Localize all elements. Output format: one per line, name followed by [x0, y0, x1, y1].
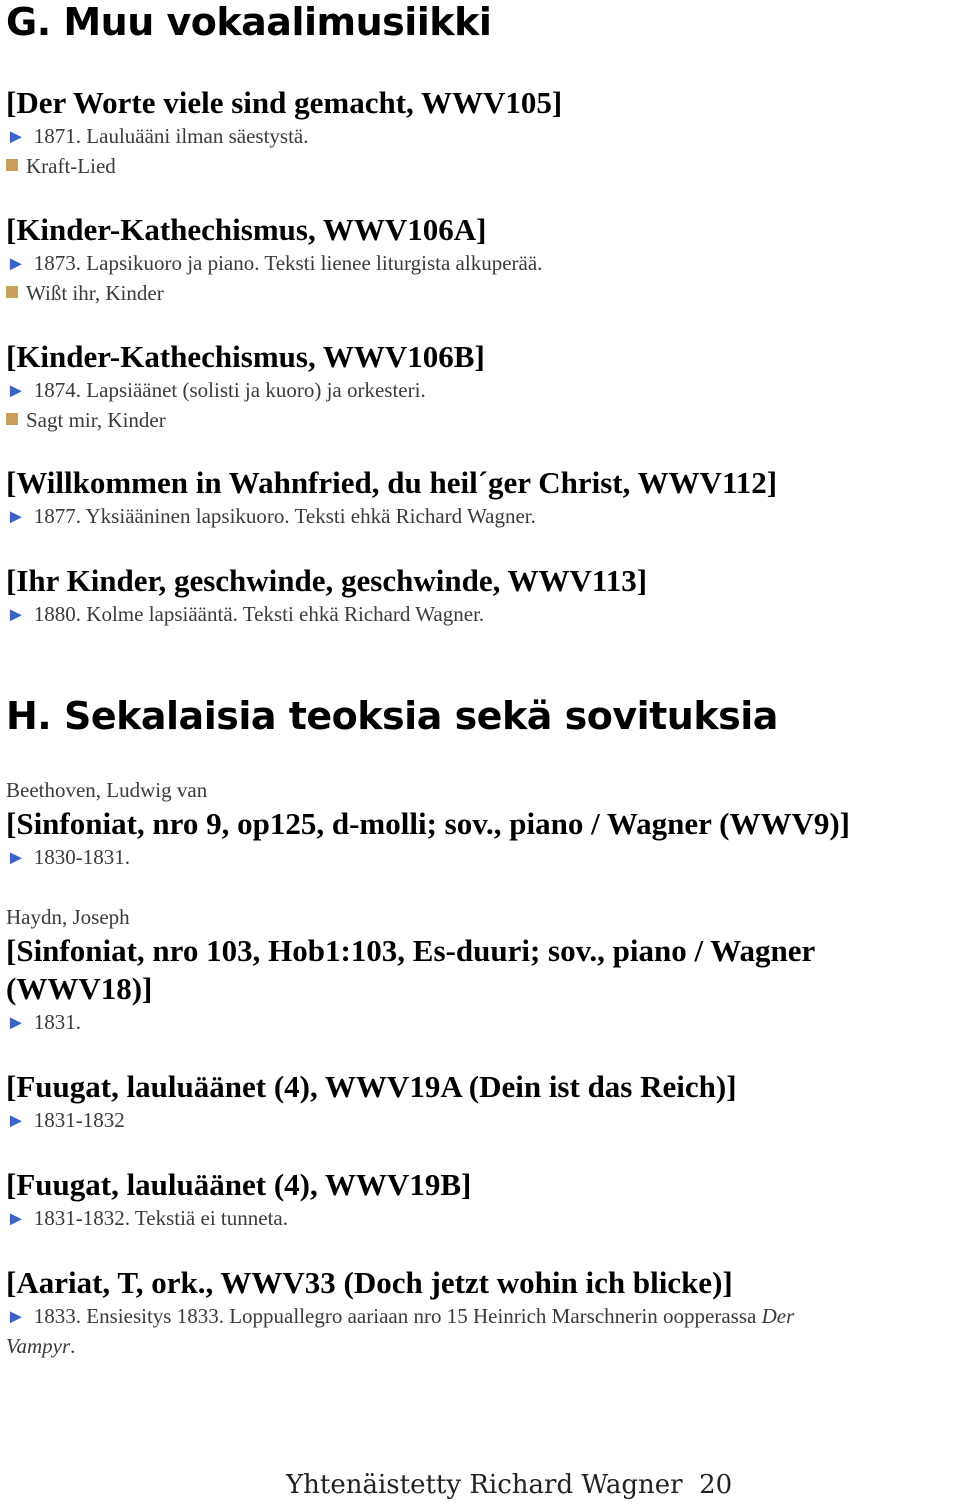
- entry-wwv19b: [6, 1166, 471, 1234]
- section-heading-h: H. Sekalaisia teoksia sekä sovituksia: [6, 694, 778, 738]
- item-line: Kraft-Lied: [6, 152, 562, 181]
- opera-title-part-2: Vampyr: [6, 1334, 71, 1358]
- note-line: ► 1831-1832: [6, 1108, 125, 1132]
- note-line: ► 1873. Lapsikuoro ja piano. Teksti lienee liturgista alkuperää.: [6, 251, 543, 275]
- note-line: ► 1831-1832. Tekstiä ei tunneta.: [6, 1206, 288, 1230]
- entry-wwv33: [6, 1264, 956, 1361]
- note-line: ► 1833. Ensiesitys 1833. Loppuallegro aariaan nro 15 Heinrich Marschnerin oopperassa Der Vampyr.: [6, 1304, 795, 1358]
- work-title: [Der Worte viele sind gemacht, WWV105]: [6, 85, 563, 120]
- work-title: [Willkommen in Wahnfried, du heil´ger Christ, WWV112]: [6, 465, 778, 500]
- footer-title: Yhtenäistetty Richard Wagner: [286, 1470, 683, 1500]
- item-line: Wißt ihr, Kinder: [6, 279, 542, 308]
- triangle-right-icon: ►: [6, 1306, 26, 1328]
- work-title: [Fuugat, lauluäänet (4), WWV19B]: [6, 1167, 472, 1202]
- square-bullet-icon: [6, 413, 18, 425]
- entry-wwv113: [6, 562, 647, 630]
- triangle-right-icon: ►: [6, 1208, 26, 1230]
- triangle-right-icon: ►: [6, 847, 26, 869]
- triangle-right-icon: ►: [6, 1110, 26, 1132]
- entry-wwv18: [6, 903, 815, 1038]
- triangle-right-icon: ►: [6, 380, 26, 402]
- entry-wwv9: [6, 776, 850, 873]
- work-title: [Aariat, T, ork., WWV33 (Doch jetzt wohin ich blicke)]: [6, 1265, 733, 1300]
- note-line: ► 1880. Kolme lapsiääntä. Teksti ehkä Richard Wagner.: [6, 602, 485, 626]
- page-number: 20: [699, 1470, 733, 1500]
- section-heading-g: G. Muu vokaalimusiikki: [6, 0, 492, 44]
- note-line: ► 1871. Lauluääni ilman säestystä.: [6, 124, 309, 148]
- entry-wwv106a: [6, 211, 542, 308]
- entry-wwv112: [6, 464, 777, 532]
- work-title: [Kinder-Kathechismus, WWV106B]: [6, 339, 485, 374]
- work-title: [Fuugat, lauluäänet (4), WWV19A (Dein ist das Reich)]: [6, 1069, 737, 1104]
- triangle-right-icon: ►: [6, 1012, 26, 1034]
- entry-wwv105: [6, 84, 562, 181]
- note-line: ► 1874. Lapsiäänet (solisti ja kuoro) ja orkesteri.: [6, 378, 426, 402]
- work-title-line-1: [Sinfoniat, nro 103, Hob1:103, Es-duuri; sov., piano / Wagner: [6, 933, 816, 968]
- triangle-right-icon: ►: [6, 604, 26, 626]
- item-line: Sagt mir, Kinder: [6, 406, 485, 435]
- opera-title-part-1: Der: [761, 1304, 795, 1328]
- square-bullet-icon: [6, 159, 18, 171]
- entry-wwv106b: [6, 338, 485, 435]
- composer-name: Haydn, Joseph: [6, 905, 130, 929]
- work-title: [Ihr Kinder, geschwinde, geschwinde, WWV113]: [6, 563, 648, 598]
- triangle-right-icon: ►: [6, 253, 26, 275]
- triangle-right-icon: ►: [6, 506, 26, 528]
- note-line: ► 1830-1831.: [6, 845, 131, 869]
- entry-wwv19a: [6, 1068, 737, 1136]
- work-title: [Sinfoniat, nro 9, op125, d-molli; sov., piano / Wagner (WWV9)]: [6, 806, 850, 841]
- composer-name: Beethoven, Ludwig van: [6, 778, 208, 802]
- note-line: ► 1831.: [6, 1010, 82, 1034]
- triangle-right-icon: ►: [6, 126, 26, 148]
- note-line: ► 1877. Yksiääninen lapsikuoro. Teksti ehkä Richard Wagner.: [6, 504, 536, 528]
- work-title-line-2: (WWV18)]: [6, 971, 153, 1006]
- page-footer: [286, 1470, 732, 1500]
- square-bullet-icon: [6, 286, 18, 298]
- work-title: [Kinder-Kathechismus, WWV106A]: [6, 212, 487, 247]
